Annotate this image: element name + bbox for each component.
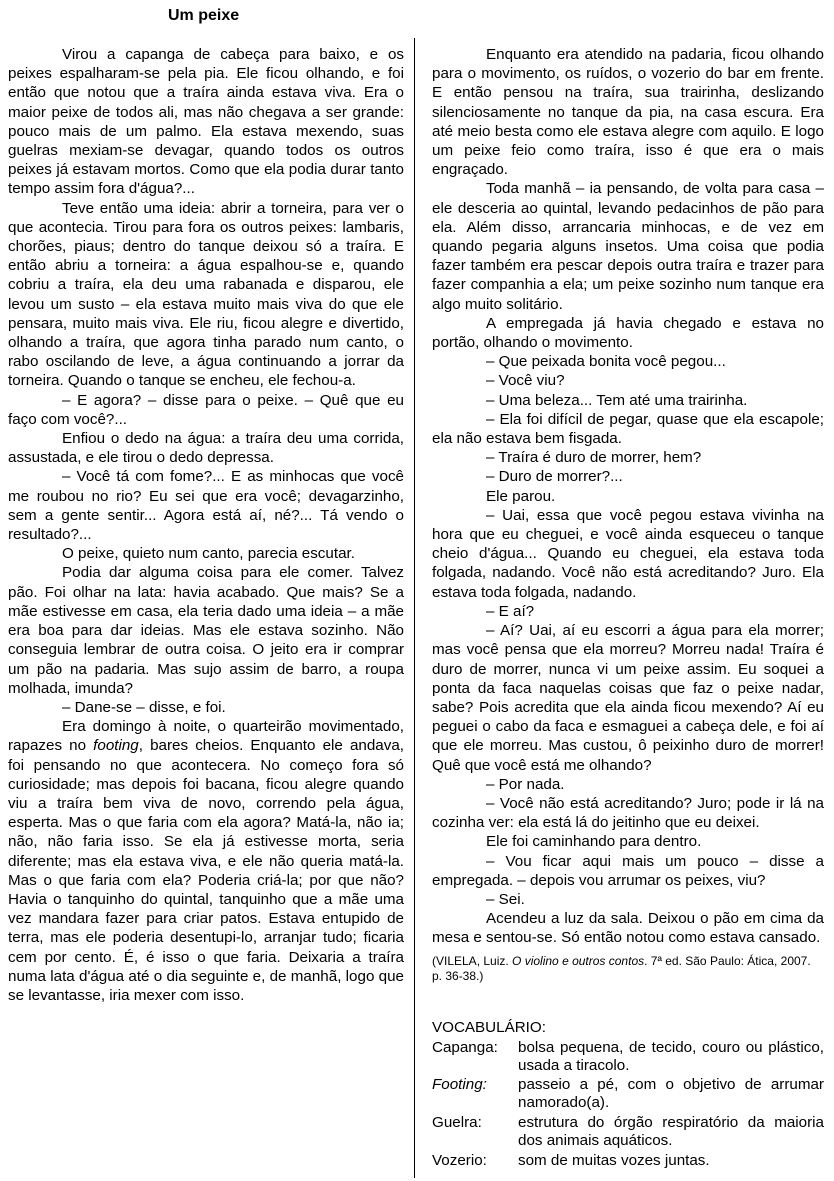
vocab-entry bbox=[432, 1152, 824, 1170]
dialogue-line: – Você não está acreditando? Juro; pode ir lá na cozinha ver: ela está lá do jeitinho que eu deixei. bbox=[432, 794, 824, 832]
paragraph: A empregada já havia chegado e estava no portão, olhando o movimento. bbox=[432, 314, 824, 352]
dialogue-line: – Você tá com fome?... E as minhocas que você me roubou no rio? Eu sei que era você; devagarzinho, sem a gente sentir... Agora está aí, né?... Tá vendo o resultado?... bbox=[8, 468, 404, 544]
dialogue-line: – E agora? – disse para o peixe. – Quê que eu faço com você?... bbox=[8, 391, 404, 428]
dialogue-line: – E aí? bbox=[486, 602, 535, 620]
vocab-term: Guelra: bbox=[432, 1114, 482, 1131]
dialogue-line: – Aí? Uai, aí eu escorri a água para ela morrer; mas você pensa que ela morreu? Morreu nada! Traíra é duro de morrer, nunca vi um peixe assim. Eu soquei a ponta da faca naquelas coisas que faz o peixe nadar, sabe? Pois acredita que ela ainda ficou mexendo? Aí eu peguei o cabo da faca e esmaguei a cabeça dele, e foi aí que ele morreu. Mas custou, ô peixinho duro de morrer! Quê que você está me olhando? bbox=[432, 622, 824, 774]
dialogue-line: – Duro de morrer?... bbox=[486, 468, 623, 486]
dialogue-line: – Sei. bbox=[486, 890, 525, 908]
dialogue-line: – Dane-se – disse, e foi. bbox=[62, 698, 226, 716]
vocab-definition: estrutura do órgão respiratório da maioria dos animais aquáticos. bbox=[518, 1114, 824, 1149]
vocab-term: Capanga: bbox=[432, 1039, 498, 1056]
vocab-definition: som de muitas vozes juntas. bbox=[518, 1152, 710, 1169]
left-column bbox=[8, 45, 404, 1005]
paragraph: Podia dar alguma coisa para ele comer. Talvez pão. Foi olhar na lata: havia acabado. Que mais? Se a mãe estivesse em casa, ela teria dado uma ideia – a mãe era boa para dar ideias. Mas ele estava sozinho. Não conseguia lembrar de outra coisa. O jeito era ir comprar um pão na padaria. Mas sujo assim de barro, a roupa molhada, imunda? bbox=[8, 564, 404, 697]
paragraph: Teve então uma ideia: abrir a torneira, para ver o que acontecia. Tirou para fora os outros peixes: lambaris, chorões, piaus; dentro do tanque deixou só a traíra. E então abriu a torneira: a água espalhou-se e, quando cobriu a traíra, ela deu uma rabanada e disparou, ele levou um susto – ela estava muito mais viva do que ele pensara, muito mais viva. Ele riu, ficou alegre e divertido, olhando a traíra, que agora tinha parado num canto, o rabo oscilando de leve, a água continuando a jorrar da torneira. Quando o tanque se encheu, ele fechou-a. bbox=[8, 199, 404, 390]
paragraph: Ele foi caminhando para dentro. bbox=[486, 833, 702, 851]
paragraph: Acendeu a luz da sala. Deixou o pão em cima da mesa e sentou-se. Só então notou como estava cansado. bbox=[432, 910, 824, 947]
dialogue-line: – Traíra é duro de morrer, hem? bbox=[486, 449, 702, 467]
vocab-entry bbox=[432, 1114, 824, 1150]
right-column bbox=[432, 45, 824, 984]
paragraph: Era domingo à noite, o quarteirão movimentado, rapazes no footing, bares cheios. Enquanto ele andava, foi pensando no que acontecera. No começo fora só curiosidade; mas depois foi bacana, ficou alegre quando viu a traíra bem viva de novo, correndo pela água, esperta. Mas o que faria com ela agora? Matá-la, não ia; não, não faria isso. Se ela já estivesse morta, seria diferente; mas ela estava viva, e ele não queria matá-la. Mas o que faria com ela? Poderia criá-la; por que não? Havia o tanquinho do quintal, tanquinho que a mãe uma vez mandara fazer para criar patos. Estava entupido de terra, mas ele poderia desentupi-lo, arranjar tudo; ficaria cem por cento. É, é isso o que faria. Deixaria a traíra numa lata d'água até o dia seguinte e, de manhã, logo que se levantasse, iria mexer com isso. bbox=[8, 718, 404, 1004]
dialogue-line: – Ela foi difícil de pegar, quase que ela escapole; ela não estava bem fisgada. bbox=[432, 410, 824, 448]
dialogue-line: – Por nada. bbox=[486, 775, 565, 793]
paragraph: Toda manhã – ia pensando, de volta para casa – ele desceria ao quintal, levando pedacinhos de pão para ela. Além disso, arrancaria minhocas, e de vez em quando pegaria alguns insetos. Uma coisa que podia fazer também era pescar depois outra traíra e trazer para fazer companhia a ela; um peixe sozinho num tanque era algo muito solitário. bbox=[432, 180, 824, 313]
vocab-term: Footing: bbox=[432, 1076, 487, 1093]
dialogue-line: – Que peixada bonita você pegou... bbox=[486, 353, 726, 371]
story-title: Um peixe bbox=[168, 7, 240, 24]
paragraph: Virou a capanga de cabeça para baixo, e os peixes espalharam-se pela pia. Ele ficou olhando, e foi então que notou que a traíra ainda estava viva. Era o maior peixe de todos ali, mas não chegava a ser grande: pouco mais de um palmo. Ela estava mexendo, suas guelras mexiam-se devagar, quando todos os outros peixes já estavam mortos. Como que ela podia durar tanto tempo assim fora d'água?... bbox=[8, 46, 404, 198]
vocabulary-heading: VOCABULÁRIO: bbox=[432, 1019, 546, 1036]
vocab-term: Vozerio: bbox=[432, 1152, 487, 1169]
paragraph: Ele parou. bbox=[486, 487, 556, 505]
vocab-entry bbox=[432, 1076, 824, 1112]
vocab-definition: bolsa pequena, de tecido, couro ou plástico, usada a tiracolo. bbox=[518, 1039, 824, 1074]
citation: (VILELA, Luiz. O violino e outros contos. 7ª ed. São Paulo: Ática, 2007. p. 36-38.) bbox=[432, 953, 811, 983]
dialogue-line: – Vou ficar aqui mais um pouco – disse a empregada. – depois vou arrumar os peixes, viu? bbox=[432, 852, 824, 889]
dialogue-line: – Você viu? bbox=[486, 372, 565, 390]
vocab-definition: passeio a pé, com o objetivo de arrumar namorado(a). bbox=[518, 1076, 824, 1111]
column-divider bbox=[414, 38, 415, 1178]
dialogue-line: – Uma beleza... Tem até uma trairinha. bbox=[486, 391, 748, 409]
paragraph: O peixe, quieto num canto, parecia escutar. bbox=[62, 545, 355, 563]
paragraph: Enfiou o dedo na água: a traíra deu uma corrida, assustada, e ele tirou o dedo depressa. bbox=[8, 430, 404, 467]
paragraph: Enquanto era atendido na padaria, ficou olhando para o movimento, os ruídos, o vozerio do bar em frente. E então pensou na traíra, sua trairinha, deslizando silenciosamente no tanque da pia, na casa escura. Era até meio besta como ele estava alegre com aquilo. E logo um peixe feio como traíra, isso é que era o mais engraçado. bbox=[432, 46, 824, 179]
dialogue-line: – Uai, essa que você pegou estava vivinha na hora que eu cheguei, e você ainda esqueceu o tanque cheio d'água... Quando eu cheguei, ela estava toda folgada, nadando. Você não está acreditando? Juro. Ela estava toda folgada, nadando. bbox=[432, 506, 824, 601]
vocab-entry bbox=[432, 1039, 824, 1075]
